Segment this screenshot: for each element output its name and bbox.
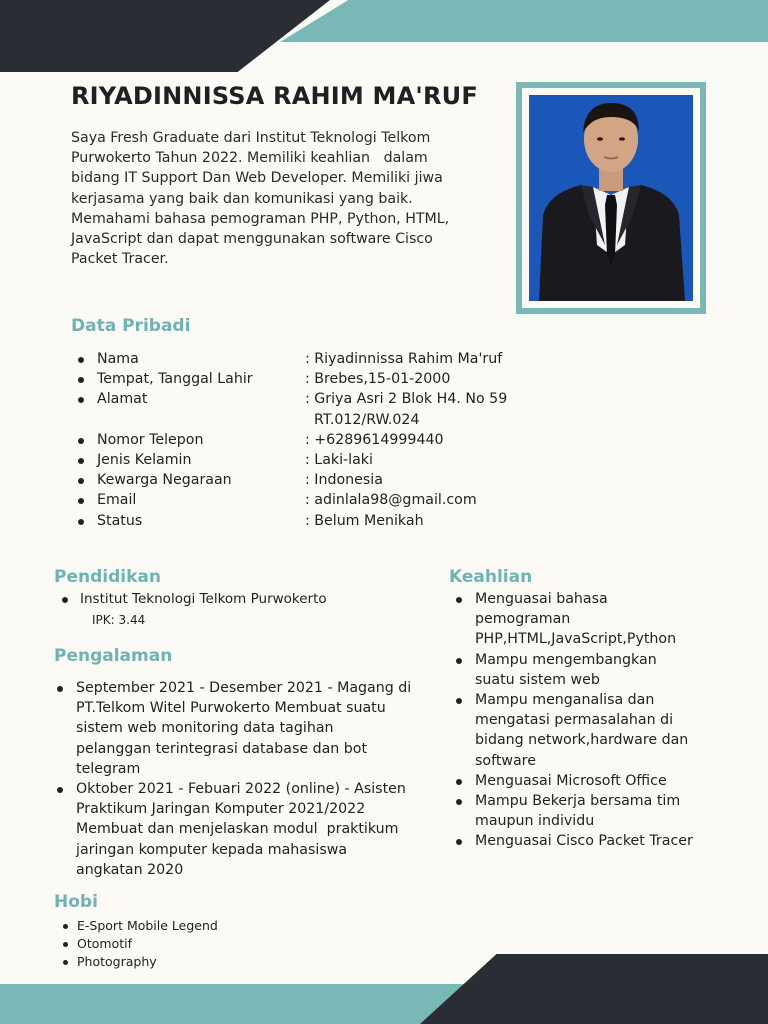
section-title-pengalaman: Pengalaman (54, 646, 173, 666)
section-title-hobi: Hobi (54, 892, 98, 912)
education-list (62, 589, 327, 631)
bullet-icon (78, 357, 84, 363)
list-item: Menguasai Cisco Packet Tracer (456, 831, 693, 851)
bullet-icon (78, 397, 84, 403)
bullet-icon (78, 458, 84, 464)
section-title-pendidikan: Pendidikan (54, 567, 161, 587)
bullet-icon (63, 924, 68, 929)
list-item: Menguasai Microsoft Office (456, 771, 693, 791)
personal-info-list (78, 349, 538, 531)
profile-summary: Saya Fresh Graduate dari Institut Teknologi Telkom Purwokerto Tahun 2022. Memiliki keahlian dalam bidang IT Support Dan Web Developer. Memiliki jiwa kerjasama yang baik dan komunikasi yang baik. Memahami bahasa pemograman PHP, Python, HTML, JavaScript dan dapat menggunakan software Cisco Packet Tracer. (71, 130, 450, 268)
bullet-icon (456, 597, 462, 603)
info-row-alamat: Alamat : Griya Asri 2 Blok H4. No 59 RT.012/RW.024 (78, 389, 538, 429)
info-row-kewarganegaraan: Kewarga Negaraan : Indonesia (78, 470, 538, 490)
info-row-status: Status : Belum Menikah (78, 511, 538, 531)
bottom-right-dark-shape (420, 954, 768, 1024)
candidate-name: RIYADINNISSA RAHIM MA'RUF (71, 82, 478, 110)
bullet-icon (456, 839, 462, 845)
bullet-icon (57, 686, 63, 692)
list-item: Mampu Bekerja bersama tim maupun individu (456, 791, 693, 831)
person-portrait-icon (529, 95, 693, 301)
info-row-email: Email : adinlala98@gmail.com (78, 490, 538, 510)
section-title-keahlian: Keahlian (449, 567, 533, 587)
skills-list (456, 589, 693, 852)
info-row-jenis-kelamin: Jenis Kelamin : Laki-laki (78, 450, 538, 470)
list-item: Menguasai bahasa pemograman PHP,HTML,JavaScript,Python (456, 589, 693, 650)
bullet-icon (63, 960, 68, 965)
top-left-dark-shape (0, 0, 330, 72)
top-right-teal-shape (280, 0, 768, 42)
bullet-icon (78, 519, 84, 525)
list-item: E-Sport Mobile Legend (63, 917, 218, 935)
profile-photo-frame (516, 82, 706, 314)
bullet-icon (456, 779, 462, 785)
list-item: Otomotif (63, 935, 218, 953)
bullet-icon (78, 377, 84, 383)
bottom-left-teal-shape (0, 984, 480, 1024)
list-item: Oktober 2021 - Febuari 2022 (online) - Asisten Praktikum Jaringan Komputer 2021/2022 Membuat dan menjelaskan modul praktikum jaringan komputer kepada mahasiswa angkatan 2020 (57, 779, 411, 880)
section-title-data-pribadi: Data Pribadi (71, 316, 191, 336)
experience-list (57, 678, 411, 880)
info-row-telepon: Nomor Telepon : +6289614999440 (78, 430, 538, 450)
list-item: Institut Teknologi Telkom Purwokerto (62, 589, 327, 609)
bullet-icon (456, 658, 462, 664)
bullet-icon (78, 478, 84, 484)
bullet-icon (78, 438, 84, 444)
bullet-icon (57, 787, 63, 793)
bullet-icon (456, 799, 462, 805)
list-item: Photography (63, 953, 218, 971)
list-item: Mampu menganalisa dan mengatasi permasalahan di bidang network,hardware dan software (456, 690, 693, 771)
info-row-ttl: Tempat, Tanggal Lahir : Brebes,15-01-2000 (78, 369, 538, 389)
bullet-icon (456, 698, 462, 704)
list-item: September 2021 - Desember 2021 - Magang di PT.Telkom Witel Purwokerto Membuat suatu sistem web monitoring data tagihan pelanggan terintegrasi database dan bot telegram (57, 678, 411, 779)
hobby-list (63, 917, 218, 971)
bullet-icon (63, 942, 68, 947)
ipk-text: IPK: 3.44 (92, 613, 146, 628)
list-item: Mampu mengembangkan suatu sistem web (456, 650, 693, 690)
bullet-icon (78, 498, 84, 504)
bullet-icon (62, 597, 68, 603)
info-row-nama: Nama : Riyadinnissa Rahim Ma'ruf (78, 349, 538, 369)
profile-photo (529, 95, 693, 301)
